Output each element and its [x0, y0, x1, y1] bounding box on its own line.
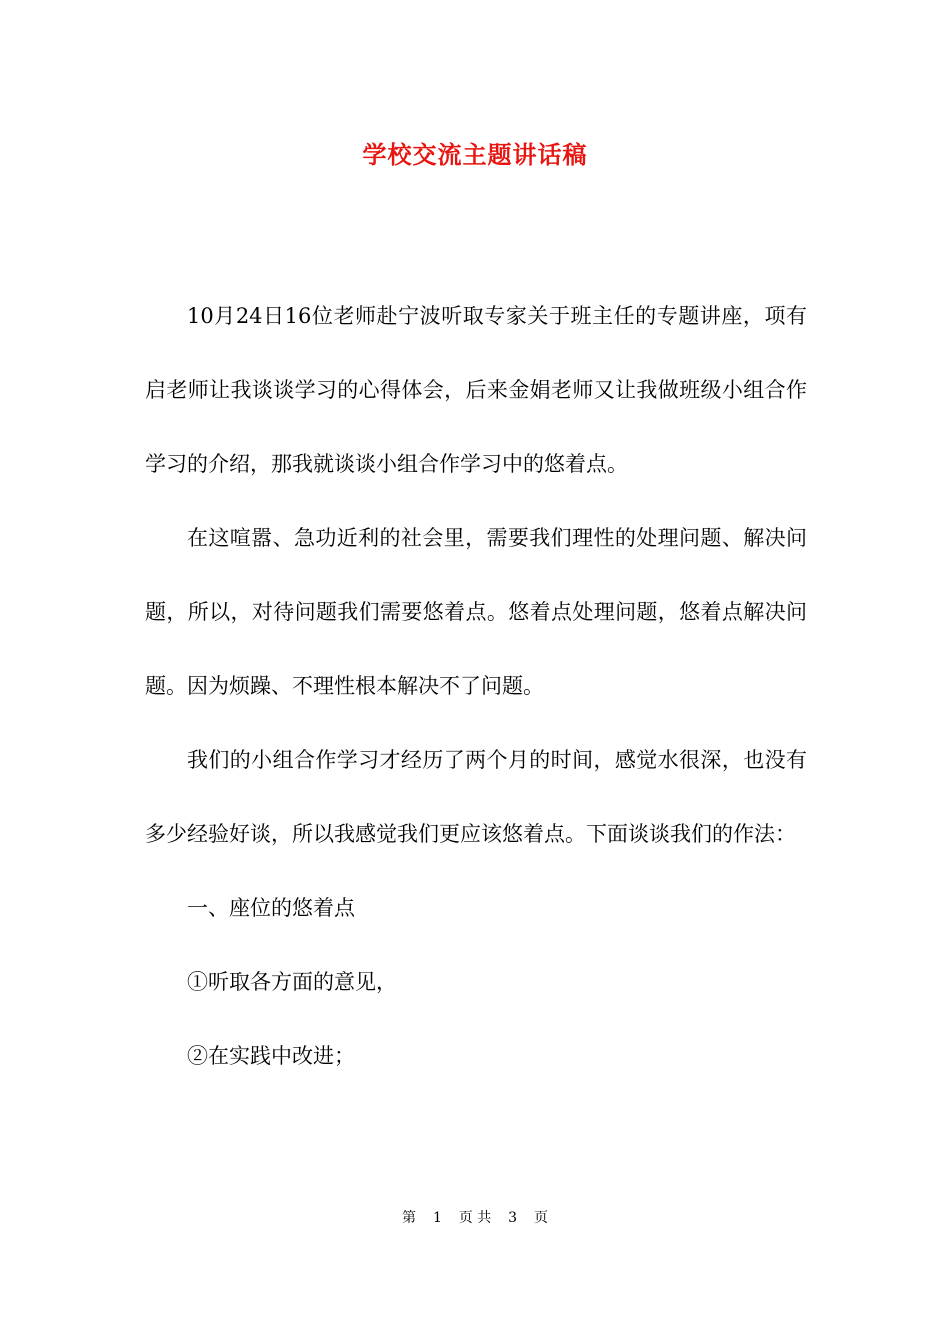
paragraph-intro: 10月24日16位老师赴宁波听取专家关于班主任的专题讲座，项有启老师让我谈谈学习的心得体会，后来金娟老师又让我做班级小组合作学习的介绍，那我就谈谈小组合作学习中的悠着点。 [145, 304, 807, 476]
footer-prefix: 第 [402, 1210, 417, 1226]
list-item-2: ②在实践中改进； [187, 1044, 355, 1068]
list-item-1: ①听取各方面的意见， [187, 970, 397, 994]
document-title: 学校交流主题讲话稿 [362, 140, 588, 169]
document-body [145, 279, 807, 1093]
footer-total-pages: 3 [508, 1210, 518, 1226]
footer-middle: 页 共 [458, 1210, 492, 1226]
footer-current-page: 1 [432, 1210, 442, 1226]
page-footer [0, 1208, 950, 1228]
section-heading-seating: 一、座位的悠着点 [187, 896, 355, 920]
footer-suffix: 页 [533, 1210, 548, 1226]
paragraph-experience: 我们的小组合作学习才经历了两个月的时间，感觉水很深，也没有多少经验好谈，所以我感觉我们更应该悠着点。下面谈谈我们的作法： [145, 748, 807, 846]
paragraph-reason: 在这喧嚣、急功近利的社会里，需要我们理性的处理问题、解决问题，所以，对待问题我们需要悠着点。悠着点处理问题，悠着点解决问题。因为烦躁、不理性根本解决不了问题。 [145, 526, 807, 698]
